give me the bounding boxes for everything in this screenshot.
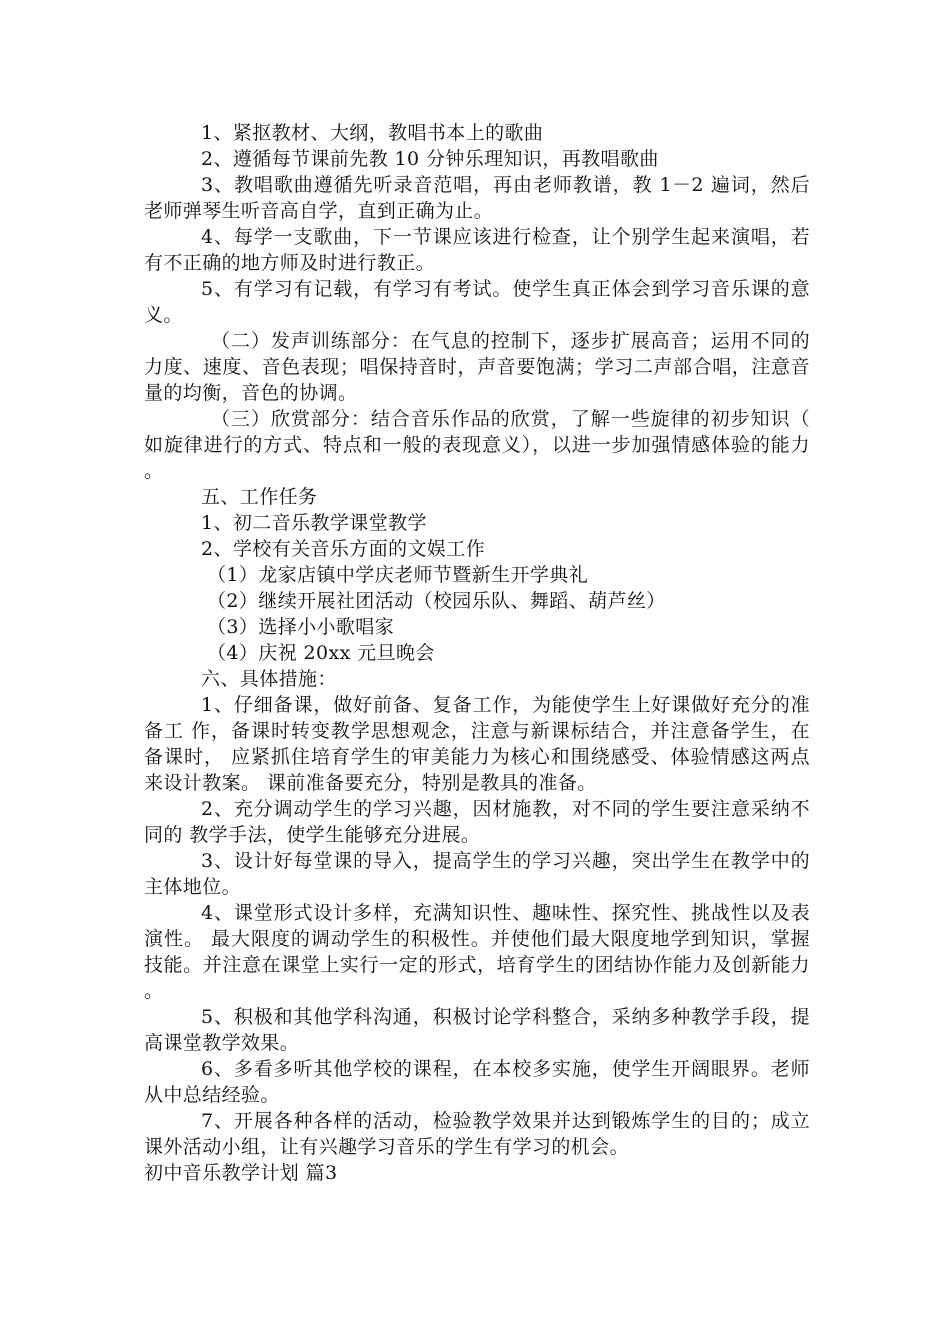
paragraph: 2、学校有关音乐方面的文娱工作 (201, 538, 486, 560)
document-section-title: 初中音乐教学计划 篇3 (144, 1162, 338, 1184)
list-item: （4）庆祝 20xx 元旦晚会 (207, 642, 435, 664)
paragraph: 6、多看多听其他学校的课程，在本校多实施，使学生开阔眼界。老师从中总结经验。 (144, 1058, 810, 1106)
paragraph: 3、教唱歌曲遵循先听录音范唱，再由老师教谱，教 1－2 遍词，然后老师弹琴生听音高自学，直到正确为止。 (144, 174, 810, 222)
paragraph: 1、紧抠教材、大纲，教唱书本上的歌曲 (201, 122, 544, 144)
paragraph: 4、课堂形式设计多样，充满知识性、趣味性、探究性、挑战性以及表演性。 最大限度的调动学生的积极性。并使他们最大限度地学到知识，掌握技能。并注意在课堂上实行一定的形式，培育学生的团结协作能力及创新能力。 (144, 902, 810, 1002)
paragraph: 1、初二音乐教学课堂教学 (201, 512, 427, 534)
paragraph: 1、仔细备课，做好前备、复备工作，为能使学生上好课做好充分的准备工 作，备课时转变教学思想观念，注意与新课标结合，并注意备学生，在备课时， 应紧抓住培育学生的审美能力为核心和围绕感受、体验情感这两点来设计教案。 课前准备要充分，特别是教具的准备。 (144, 694, 810, 794)
section-heading: 五、工作任务 (201, 486, 318, 508)
document-body (144, 120, 810, 1186)
paragraph: （二）发声训练部分：在气息的控制下，逐步扩展高音；运用不同的力度、速度、音色表现；唱保持音时，声音要饱满；学习二声部合唱，注意音量的均衡，音色的协调。 (144, 330, 810, 404)
paragraph: 2、遵循每节课前先教 10 分钟乐理知识，再教唱歌曲 (201, 148, 659, 170)
paragraph: 4、每学一支歌曲，下一节课应该进行检查，让个别学生起来演唱，若有不正确的地方师及时进行教正。 (144, 226, 810, 274)
paragraph: 7、开展各种各样的活动，检验教学效果并达到锻炼学生的目的；成立课外活动小组，让有兴趣学习音乐的学生有学习的机会。 (144, 1110, 810, 1158)
paragraph: 2、充分调动学生的学习兴趣，因材施教，对不同的学生要注意采纳不同的 教学手法，使学生能够充分进展。 (144, 798, 810, 846)
paragraph: 5、积极和其他学科沟通，积极讨论学科整合，采纳多种教学手段，提高课堂教学效果。 (144, 1006, 810, 1054)
paragraph: 3、设计好每堂课的导入，提高学生的学习兴趣，突出学生在教学中的主体地位。 (144, 850, 810, 898)
paragraph: 5、有学习有记载，有学习有考试。使学生真正体会到学习音乐课的意义。 (144, 278, 810, 326)
paragraph: （三）欣赏部分：结合音乐作品的欣赏，了解一些旋律的初步知识（如旋律进行的方式、特点和一般的表现意义），以进一步加强情感体验的能力。 (144, 408, 810, 482)
list-item: （2）继续开展社团活动（校园乐队、舞蹈、葫芦丝） (207, 590, 666, 612)
list-item: （1）龙家店镇中学庆老师节暨新生开学典礼 (207, 564, 589, 586)
list-item: （3）选择小小歌唱家 (207, 616, 395, 638)
section-heading: 六、具体措施： (201, 668, 337, 690)
